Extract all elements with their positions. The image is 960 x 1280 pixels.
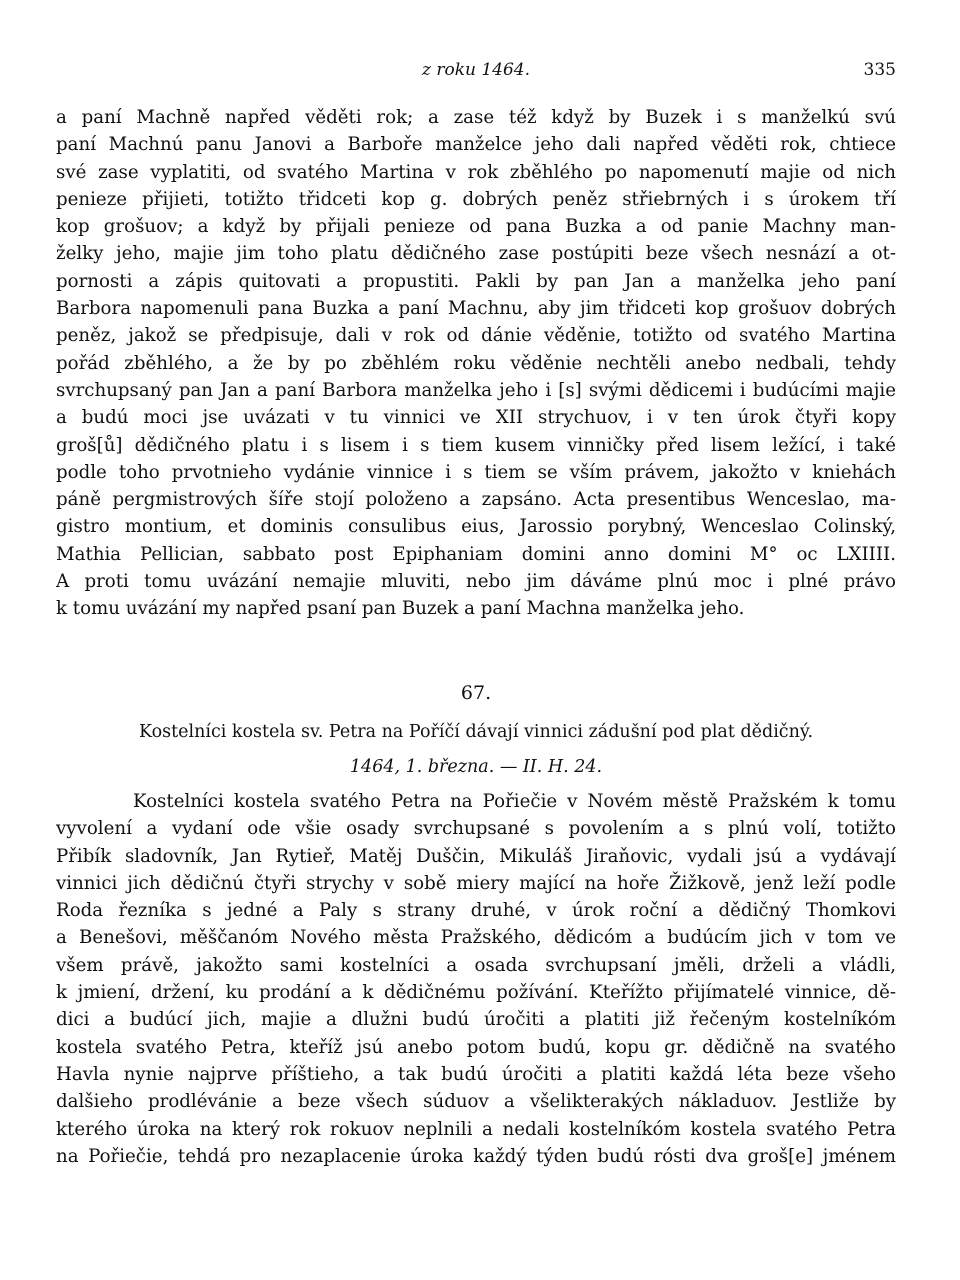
- text-line: Přibík sladovník, Jan Rytieř, Matěj Duščin, Mikuláš Jiraňovic, vydali jsú a vydávají: [56, 845, 896, 867]
- text-line: pornosti a zápis quitovati a propustiti. Pakli by pan Jan a manželka jeho paní: [56, 270, 896, 292]
- document-dating: 1464, 1. března. — II. H. 24.: [349, 757, 603, 777]
- text-line: paní Machnú panu Janovi a Barboře manželce jeho dali napřed věděti rok, chtiece: [56, 134, 896, 156]
- text-line: dalšieho prodlévánie a beze všech súduov a všelikterakých nákladuov. Jestliže by: [56, 1091, 896, 1113]
- text-line: kostela svatého Petra, kteříž jsú anebo potom budú, kopu gr. dědičně na svatého: [56, 1036, 896, 1058]
- text-line: Havla nynie najprve příštieho, a tak budú úročiti a platiti každá léta beze všeho: [56, 1063, 896, 1085]
- text-line: všem právě, jakožto sami kostelníci a osada svrchupsaní jměli, drželi a vládli,: [56, 954, 896, 976]
- text-line: páně pergmistrových šíře stojí položeno a zapsáno. Acta presentibus Wenceslao, ma-: [56, 489, 896, 511]
- text-line: Mathia Pellician, sabbato post Epiphaniam domini anno domini M° oc LXIIII.: [56, 543, 896, 565]
- page-header: [56, 60, 896, 90]
- text-line: k jmiení, držení, ku prodání a k dědičnému požívání. Kteřížto přijímatelé vinnice, dě-: [56, 982, 896, 1004]
- text-line: penieze přijieti, totižto třidceti kop g. dobrých peněz střiebrných i s úrokem tří: [56, 188, 896, 210]
- text-line: Barbora napomenuli pana Buzka a paní Machnu, aby jim třidceti kop grošuov dobrých: [56, 298, 896, 320]
- page-number: 335: [863, 60, 896, 80]
- text-line: a budú moci jse uvázati v tu vinnici ve XII strychuov, i v ten úrok čtyři kopy: [56, 407, 896, 429]
- text-line: a paní Machně napřed věděti rok; a zase též když by Buzek i s manželkú svú: [56, 107, 896, 128]
- text-line: k tomu uvázání my napřed psaní pan Buzek a paní Machna manželka jeho.: [56, 598, 745, 620]
- text-line: A proti tomu uvázání nemajie mluviti, nebo jim dáváme plnú moc i plné právo: [56, 571, 896, 593]
- text-line: svrchupsaný pan Jan a paní Barbora manželka jeho i [s] svými dědicemi i budúcími majie: [56, 379, 896, 401]
- text-line: želky jeho, majie jim toho platu dědičného zase postúpiti beze všech nesnází a ot-: [56, 243, 896, 265]
- text-line: Roda řezníka s jedné a Paly s strany druhé, v úrok roční a dědičný Thomkovi: [56, 900, 896, 922]
- previous-document-text: [56, 104, 896, 623]
- text-line: Kostelníci kostela svatého Petra na Pořiečie v Novém městě Pražském k tomu: [133, 791, 896, 812]
- text-line: a Benešovi, měščanóm Nového města Pražského, dědicóm a budúcím jich v tom ve: [56, 927, 896, 949]
- text-line: na Pořiečie, tehdá pro nezaplacenie úroka každý týden budú rósti dva groš[e] jménem: [56, 1145, 896, 1167]
- text-line: podle toho prvotnieho vydánie vinnice i s tiem se vším právem, jakožto v kniehách: [56, 461, 896, 483]
- text-line: gistro montium, et dominis consulibus eius, Jarossio porybný, Wenceslao Colinský,: [56, 516, 896, 538]
- text-line: groš[ů] dědičného platu i s lisem i s tiem kusem vinničky před lisem ležící, i také: [56, 434, 896, 456]
- text-line: vinnici jich dědičnú čtyři strychy v sobě miery mající na hoře Žižkově, jenž leží podle: [56, 872, 896, 894]
- document-regest: Kostelníci kostela sv. Petra na Poříčí dávají vinnici zádušní pod plat dědičný.: [138, 722, 814, 742]
- text-line: dici a budúcí jich, majie a dlužni budú úročiti a platiti již řečeným kostelníkóm: [56, 1009, 896, 1031]
- text-line: peněz, jakož se předpisuje, dali v rok od dánie věděnie, totižto od svatého Martina: [56, 325, 896, 347]
- document-text: [56, 788, 896, 1170]
- text-line: pořád zběhlého, a že by po zběhlém roku věděnie nechtěli anebo nedbali, tehdy: [56, 352, 896, 374]
- text-line: vyvolení a vydaní ode všie osady svrchupsané s povolením a s plnú volí, totižto: [56, 818, 896, 840]
- text-line: kop grošuov; a když by přijali penieze od pana Buzka a od panie Machny man-: [56, 216, 896, 238]
- document-number: 67.: [460, 682, 492, 704]
- text-line: kterého úroka na který rok rokuov neplnili a nedali kostelníkóm kostela svatého Petra: [56, 1118, 896, 1140]
- text-line: své zase vyplatiti, od svatého Martina v rok zběhlého po napomenutí majie od nich: [56, 161, 896, 183]
- running-title: z roku 1464.: [421, 60, 531, 80]
